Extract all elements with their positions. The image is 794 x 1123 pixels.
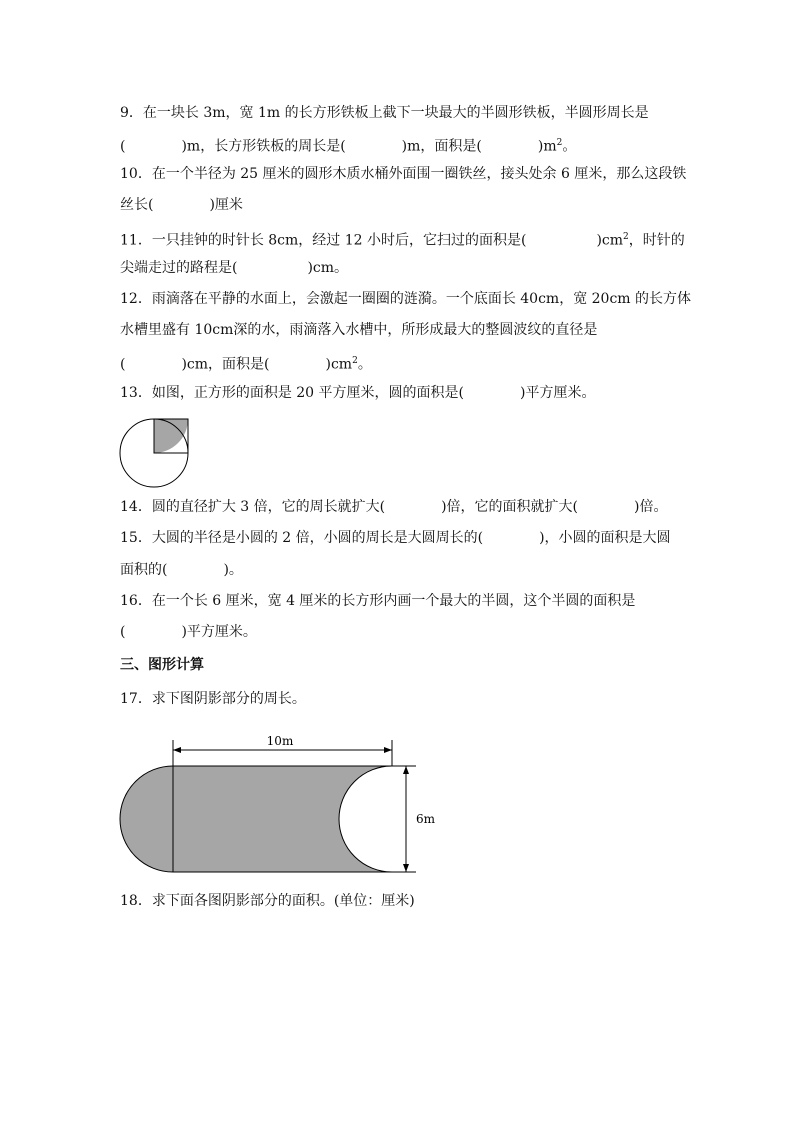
q12-line3: ( )cm，面积是( )$cm^2$。	[120, 356, 372, 373]
q17-figure	[110, 728, 440, 878]
q13-line1: 13．如图，正方形的面积是 20 平方厘米，圆的面积是( )平方厘米。	[120, 385, 596, 401]
q16-line2: ( )平方厘米。	[120, 624, 257, 640]
q16-line1: 16．在一个长 6 厘米，宽 4 厘米的长方形内画一个最大的半圆，这个半圆的面积是	[120, 593, 636, 609]
q15-line1: 15．大圆的半径是小圆的 2 倍，小圆的周长是大圆周长的( )，小圆的面积是大圆	[120, 530, 671, 546]
section-three-heading: 三、图形计算	[120, 657, 204, 673]
q9-line2: ( )m，长方形铁板的周长是( )m，面积是( )$m^2$。	[120, 138, 577, 155]
q9-line1: 9．在一块长 3m，宽 1m 的长方形铁板上截下一块最大的半圆形铁板，半圆形周长是	[120, 105, 649, 121]
q14-line1: 14．圆的直径扩大 3 倍，它的周长就扩大( )倍，它的面积就扩大( )倍。	[120, 499, 668, 515]
q15-line2: 面积的( )。	[120, 562, 243, 578]
q17-line1: 17．求下图阴影部分的周长。	[120, 691, 306, 707]
q17-height-arrow-top	[403, 766, 409, 774]
q17-width-label: 10m	[266, 734, 294, 748]
q10-line2: 丝长( )厘米	[120, 197, 243, 213]
q10-line1: 10．在一个半径为 25 厘米的圆形木质水桶外面围一圈铁丝，接头处余 6 厘米，那么这段铁	[120, 166, 687, 182]
q18-line1: 18．求下面各图阴影部分的面积。(单位：厘米)	[120, 893, 415, 909]
q11-line2: 尖端走过的路程是( )cm。	[120, 260, 349, 276]
q13-figure	[116, 414, 196, 486]
q12-line1: 12．雨滴落在平静的水面上，会激起一圈圈的涟漪。一个底面长 40cm，宽 20cm 的长方体	[120, 291, 692, 307]
q17-height-arrow-bottom	[403, 864, 409, 872]
q17-height-label: 6m	[416, 812, 436, 826]
q17-width-arrow-left	[173, 747, 181, 753]
q17-shaded-region	[120, 766, 392, 872]
q11-line1: 11．一只挂钟的时针长 8cm，经过 12 小时后，它扫过的面积是( )$cm^2$，时针的	[120, 232, 685, 249]
q12-line2: 水槽里盛有 10cm深的水，雨滴落入水槽中，所形成最大的整圆波纹的直径是	[120, 322, 598, 338]
q17-width-arrow-right	[384, 747, 392, 753]
